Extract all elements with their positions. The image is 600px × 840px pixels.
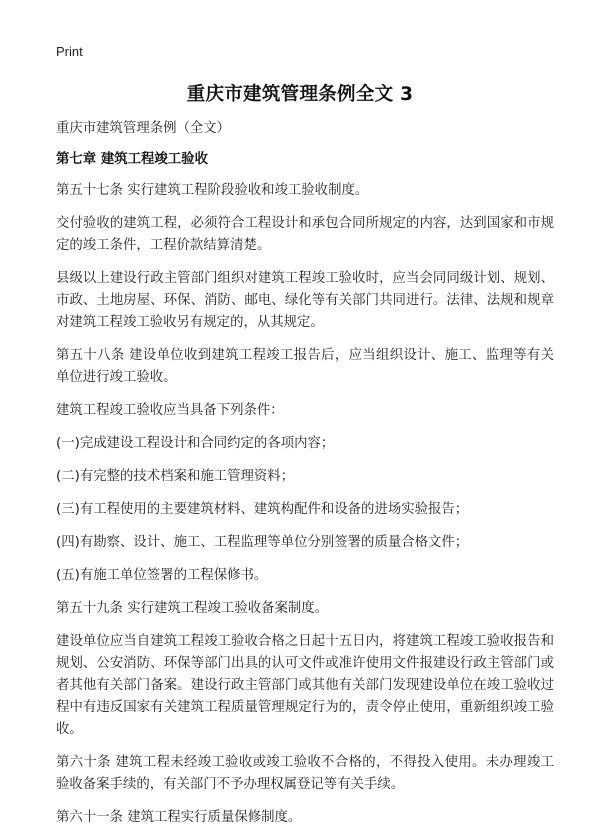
document-subtitle: 重庆市建筑管理条例（全文） bbox=[56, 121, 231, 136]
chapter-heading: 第七章 建筑工程竣工验收 bbox=[56, 152, 208, 167]
condition-item-2: (二)有完整的技术档案和施工管理资料； bbox=[56, 469, 295, 484]
document-title: 重庆市建筑管理条例全文 3 bbox=[186, 84, 414, 105]
condition-item-5: (五)有施工单位签署的工程保修书。 bbox=[56, 568, 268, 583]
article-59: 第五十九条 实行建筑工程竣工验收备案制度。 bbox=[56, 601, 329, 616]
condition-item-1: (一)完成建设工程设计和合同约定的各项内容； bbox=[56, 436, 335, 451]
paragraph-filing-requirements: 建设单位应当自建筑工程竣工验收合格之日起十五日内，将建筑工程竣工验收报告和规划、公安消防、环保等部门出具的认可文件或准许使用文件报建设行政主管部门或者其他有关部门备案。建设行政主管部门或其他有关部门发现建设单位在竣工验收过程中有违反国家有关建筑工程质量管理规定行为的，责令停止使用，重新组织竣工验收。 bbox=[56, 634, 554, 737]
document-body bbox=[56, 118, 554, 840]
article-61: 第六十一条 建筑工程实行质量保修制度。 bbox=[56, 810, 302, 825]
article-60: 第六十条 建筑工程未经竣工验收或竣工验收不合格的，不得投入使用。未办理竣工验收备案手续的，有关部门不予办理权属登记等有关手续。 bbox=[56, 755, 554, 792]
article-58: 第五十八条 建设单位收到建筑工程竣工报告后，应当组织设计、施工、监理等有关单位进行竣工验收。 bbox=[56, 348, 554, 385]
print-link[interactable]: Print bbox=[56, 44, 83, 59]
conditions-intro: 建筑工程竣工验收应当具备下列条件： bbox=[56, 403, 284, 418]
article-57: 第五十七条 实行建筑工程阶段验收和竣工验收制度。 bbox=[56, 183, 369, 198]
condition-item-3: (三)有工程使用的主要建筑材料、建筑构配件和设备的进场实验报告； bbox=[56, 502, 469, 517]
paragraph-acceptance-requirements: 交付验收的建筑工程，必须符合工程设计和承包合同所规定的内容，达到国家和市规定的竣工条件，工程价款结算清楚。 bbox=[56, 216, 554, 253]
paragraph-joint-acceptance: 县级以上建设行政主管部门组织对建筑工程竣工验收时，应当会同同级计划、规划、市政、土地房屋、环保、消防、邮电、绿化等有关部门共同进行。法律、法规和规章对建筑工程竣工验收另有规定的，从其规定。 bbox=[56, 271, 554, 330]
condition-item-4: (四)有勘察、设计、施工、工程监理等单位分别签署的质量合格文件； bbox=[56, 535, 469, 550]
